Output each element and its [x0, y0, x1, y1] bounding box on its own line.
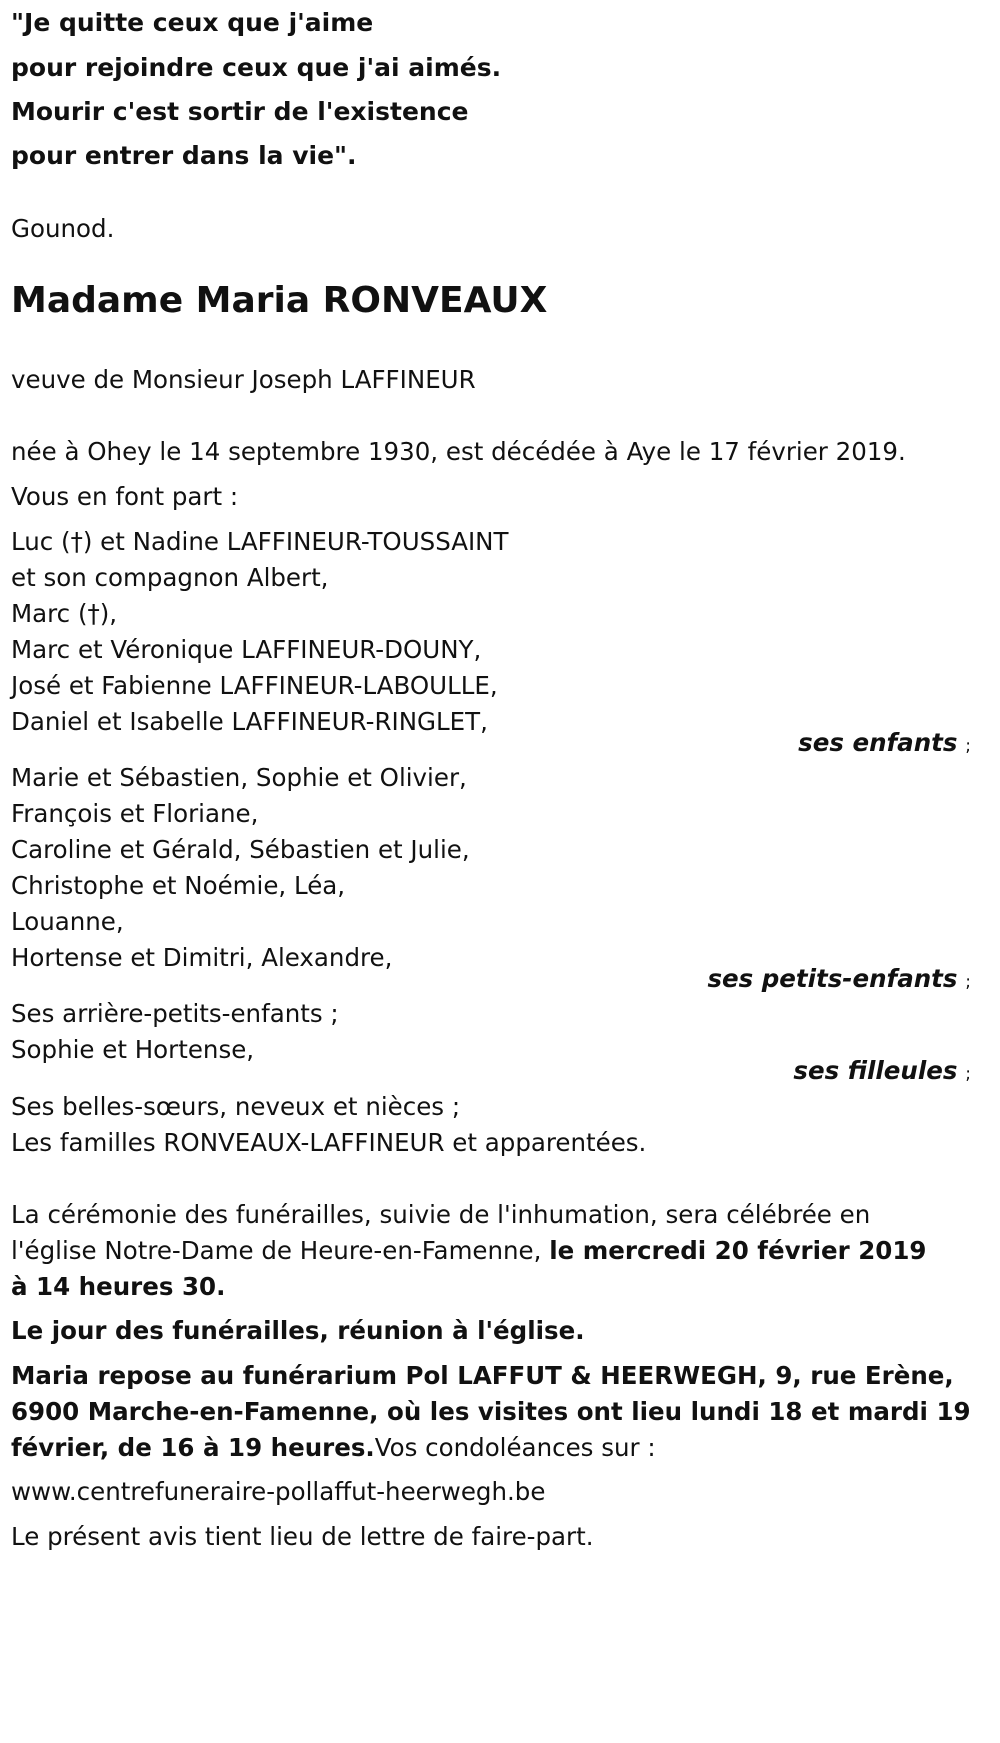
children-line-1: Luc (†) et Nadine LAFFINEUR-TOUSSAINT [11, 527, 509, 556]
family-line-1: Ses belles-sœurs, neveux et nièces ; [11, 1092, 461, 1121]
children-line-2: et son compagnon Albert, [11, 563, 329, 592]
grandchildren-line-3: Caroline et Gérald, Sébastien et Julie, [11, 835, 470, 864]
grandchildren-role-sep: ; [965, 972, 971, 992]
children-role [798, 728, 971, 761]
announce-line: Vous en font part : [11, 482, 239, 511]
rest-line-2: 6900 Marche-en-Famenne, où les visites ont lieu lundi 18 et mardi 19 [11, 1397, 971, 1426]
rest-line-1: Maria repose au funérarium Pol LAFFUT & HEERWEGH, 9, rue Erène, [11, 1361, 954, 1390]
grandchildren-role-label: ses petits-enfants [707, 964, 958, 993]
godchildren-line-2: Sophie et Hortense, [11, 1035, 255, 1064]
spouse-line: veuve de Monsieur Joseph LAFFINEUR [11, 365, 476, 394]
ceremony-time: à 14 heures 30. [11, 1272, 226, 1301]
children-role-sep: ; [965, 736, 971, 756]
deceased-name: Madame Maria RONVEAUX [11, 280, 548, 321]
ceremony-date: le mercredi 20 février 2019 [549, 1236, 927, 1265]
quote-line-4: pour entrer dans la vie". [11, 141, 357, 170]
quote-author: Gounod. [11, 214, 115, 243]
children-line-6: Daniel et Isabelle LAFFINEUR-RINGLET, [11, 707, 488, 736]
godchildren-role-sep: ; [965, 1064, 971, 1084]
grandchildren-line-1: Marie et Sébastien, Sophie et Olivier, [11, 763, 467, 792]
grandchildren-line-4: Christophe et Noémie, Léa, [11, 871, 346, 900]
grandchildren-line-6: Hortense et Dimitri, Alexandre, [11, 943, 393, 972]
family-line-2: Les familles RONVEAUX-LAFFINEUR et apparentées. [11, 1128, 647, 1157]
children-line-5: José et Fabienne LAFFINEUR-LABOULLE, [11, 671, 498, 700]
visit-hours: février, de 16 à 19 heures. [11, 1433, 375, 1462]
quote-line-2: pour rejoindre ceux que j'ai aimés. [11, 53, 502, 82]
condolences-label: Vos condoléances sur : [374, 1433, 656, 1462]
meeting-line: Le jour des funérailles, réunion à l'église. [11, 1316, 585, 1345]
grandchildren-line-2: François et Floriane, [11, 799, 259, 828]
notice-line: Le présent avis tient lieu de lettre de faire-part. [11, 1522, 594, 1551]
children-role-label: ses enfants [798, 728, 958, 757]
ceremony-church: l'église Notre-Dame de Heure-en-Famenne, [11, 1236, 550, 1265]
children-line-4: Marc et Véronique LAFFINEUR-DOUNY, [11, 635, 482, 664]
quote-line-1: "Je quitte ceux que j'aime [11, 8, 374, 37]
dates-line: née à Ohey le 14 septembre 1930, est décédée à Aye le 17 février 2019. [11, 437, 906, 466]
ceremony-line-2 [11, 1236, 926, 1266]
rest-line-3 [11, 1433, 656, 1463]
godchildren-role-label: ses filleules [793, 1056, 958, 1085]
children-line-3: Marc (†), [11, 599, 118, 628]
quote-line-3: Mourir c'est sortir de l'existence [11, 97, 469, 126]
godchildren-line-1: Ses arrière-petits-enfants ; [11, 999, 339, 1028]
godchildren-role [793, 1056, 971, 1089]
ceremony-line-1: La cérémonie des funérailles, suivie de l'inhumation, sera célébrée en [11, 1200, 871, 1229]
grandchildren-role [707, 964, 971, 997]
website-link[interactable]: www.centrefuneraire-pollaffut-heerwegh.be [11, 1477, 546, 1506]
grandchildren-line-5: Louanne, [11, 907, 124, 936]
